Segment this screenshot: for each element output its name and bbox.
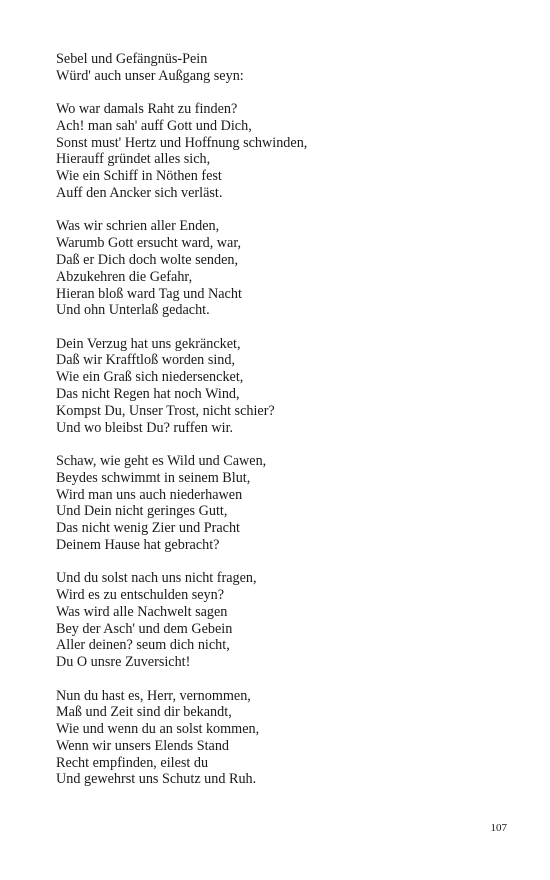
poem-line: Ach! man sah' auff Gott und Dich, bbox=[56, 117, 252, 134]
poem-line: Und ohn Unterlaß gedacht. bbox=[56, 302, 210, 319]
poem-line: Daß wir Krafftloß worden sind, bbox=[56, 352, 236, 369]
stanza-6 bbox=[56, 570, 516, 671]
poem-line: Schaw, wie geht es Wild und Cawen, bbox=[56, 452, 267, 469]
stanza-3 bbox=[56, 218, 516, 319]
poem-line: Was wird alle Nachwelt sagen bbox=[56, 603, 228, 620]
stanza-4 bbox=[56, 336, 516, 437]
poem-line: Und gewehrst uns Schutz und Ruh. bbox=[56, 771, 257, 788]
poem-line: Nun du hast es, Herr, vernommen, bbox=[56, 687, 251, 704]
poem-line: Wird es zu entschulden seyn? bbox=[56, 587, 225, 604]
stanza-7 bbox=[56, 688, 516, 789]
poem-line: Wird man uns auch niederhawen bbox=[56, 486, 243, 503]
poem-line: Daß er Dich doch wolte senden, bbox=[56, 251, 239, 268]
poem-line: Kompst Du, Unser Trost, nicht schier? bbox=[56, 402, 275, 419]
poem-line: Was wir schrien aller Enden, bbox=[56, 218, 220, 235]
poem-line: Und wo bleibst Du? ruffen wir. bbox=[56, 419, 234, 436]
page-number: 107 bbox=[490, 822, 507, 834]
poem-line: Wie ein Graß sich niedersencket, bbox=[56, 369, 244, 386]
poem-line: Dein Verzug hat uns gekräncket, bbox=[56, 335, 241, 352]
stanza-5 bbox=[56, 453, 516, 554]
poem-line: Hierauff gründet alles sich, bbox=[56, 151, 211, 168]
poem-line: Sonst must' Hertz und Hoffnung schwinden, bbox=[56, 134, 308, 151]
poem-line: Wie ein Schiff in Nöthen fest bbox=[56, 168, 222, 185]
poem-line: Und Dein nicht geringes Gutt, bbox=[56, 503, 228, 520]
poem-line: Deinem Hause hat gebracht? bbox=[56, 536, 220, 553]
stanza-2 bbox=[56, 101, 516, 202]
poem-line: Auff den Ancker sich verläst. bbox=[56, 185, 223, 202]
poem-line: Du O unsre Zuversicht! bbox=[56, 654, 191, 671]
poem-line: Und du solst nach uns nicht fragen, bbox=[56, 570, 257, 587]
poem-line: Wenn wir unsers Elends Stand bbox=[56, 737, 230, 754]
poem-line: Sebel und Gefängnüs-Pein bbox=[56, 51, 208, 67]
poem-line: Abzukehren die Gefahr, bbox=[56, 268, 193, 285]
poem-line: Das nicht Regen hat noch Wind, bbox=[56, 386, 240, 403]
poem-line: Hieran bloß ward Tag und Nacht bbox=[56, 285, 242, 302]
poem-line: Wo war damals Raht zu finden? bbox=[56, 101, 238, 118]
poem-line: Bey der Asch' und dem Gebein bbox=[56, 620, 233, 637]
poem-line: Würd' auch unser Außgang seyn: bbox=[56, 67, 244, 84]
poem-line: Warumb Gott ersucht ward, war, bbox=[56, 235, 242, 252]
poem-line: Aller deinen? seum dich nicht, bbox=[56, 637, 230, 654]
stanza-1 bbox=[56, 51, 516, 85]
poem-line: Wie und wenn du an solst kommen, bbox=[56, 721, 260, 738]
poem-text bbox=[56, 51, 516, 805]
poem-line: Das nicht wenig Zier und Pracht bbox=[56, 520, 240, 537]
poem-line: Beydes schwimmt in seinem Blut, bbox=[56, 469, 251, 486]
poem-line: Maß und Zeit sind dir bekandt, bbox=[56, 704, 232, 721]
poem-line: Recht empfinden, eilest du bbox=[56, 754, 209, 771]
